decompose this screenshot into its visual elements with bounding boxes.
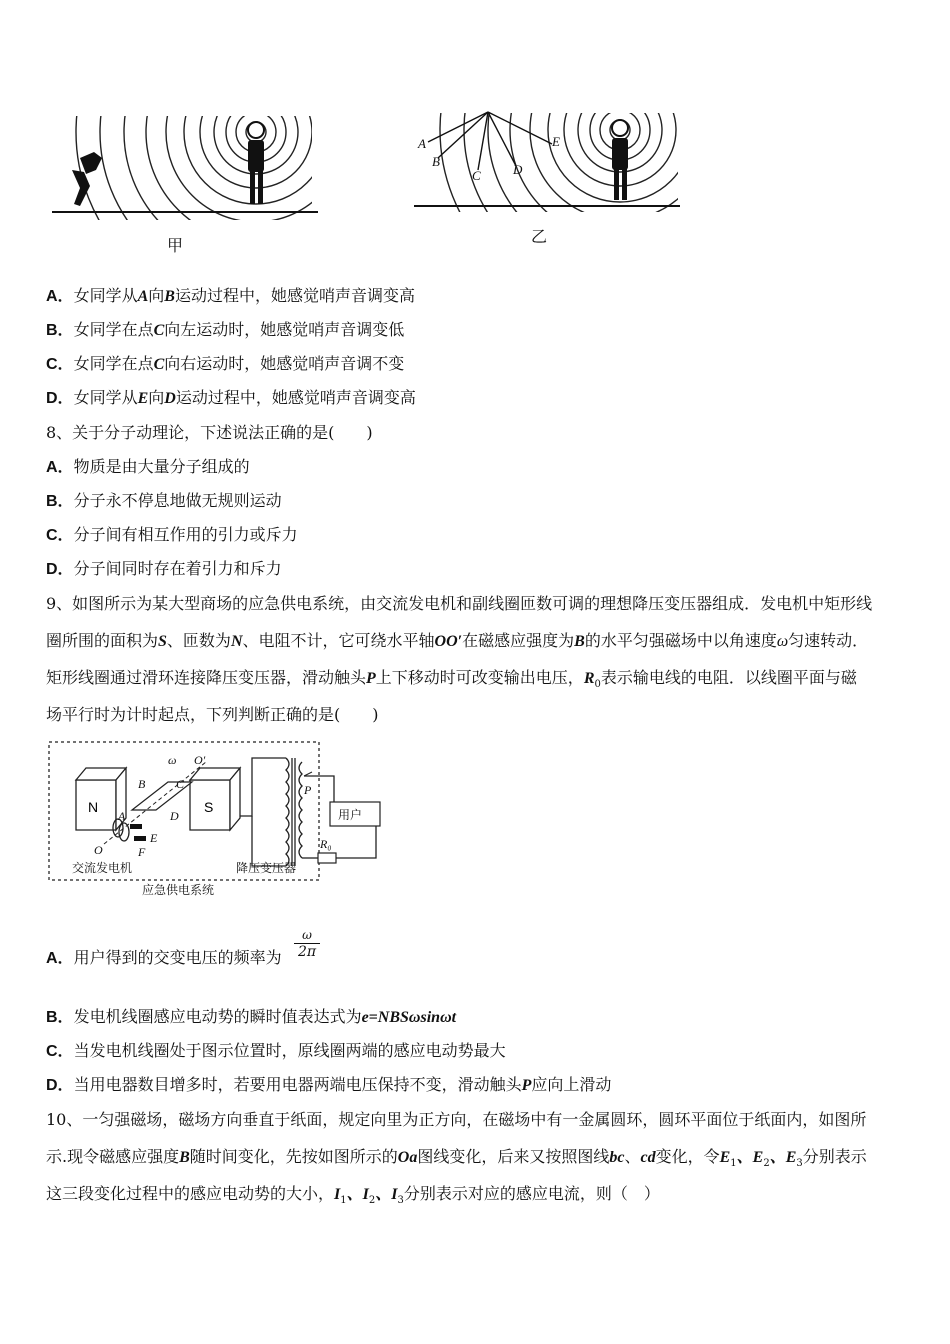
sound-wave-rings — [76, 110, 320, 220]
point-D: D — [513, 162, 523, 177]
label-A: A — [118, 809, 126, 823]
swing-lines — [428, 112, 552, 170]
q9-option-c: C．当发电机线圈处于图示位置时，原线圈两端的感应电动势最大 — [46, 1041, 506, 1060]
transformer-coils — [286, 758, 302, 866]
boy-with-whistle — [248, 122, 264, 204]
label-o-prime: O′ — [194, 753, 206, 767]
q9-stem-line1: 9、如图所示为某大型商场的应急供电系统，由交流发电机和副线圈匝数可调的理想降压变压器组成．发电机中矩形线 — [46, 594, 873, 613]
q8-stem: 8、关于分子动理论，下述说法正确的是( ) — [46, 423, 373, 442]
q9-option-a: A．用户得到的交变电压的频率为 — [46, 948, 282, 967]
sound-wave-rings — [440, 108, 684, 212]
resistor-r0 — [318, 853, 336, 863]
point-E: E — [552, 134, 560, 149]
q10-stem-line2: 示.现令磁感应强度B随时间变化，先按如图所示的Oa图线变化，后来又按照图线bc、cd变化，令$E_1$、$E_2$、$E_3$分别表示 — [46, 1147, 867, 1170]
label-N: N — [88, 799, 99, 815]
q8-option-a: A．物质是由大量分子组成的 — [46, 457, 250, 476]
fraction-omega-over-2pi: $\frac{\omega}{2\pi}$ — [294, 928, 320, 960]
label-R0: R₀ — [320, 837, 332, 851]
magnet-s — [190, 768, 240, 830]
label-transformer: 降压变压器 — [236, 861, 297, 875]
q9-option-d: D．当用电器数目增多时，若要用电器两端电压保持不变，滑动触头P应向上滑动 — [46, 1075, 612, 1094]
label-P: P — [304, 783, 312, 797]
q9-stem-line3: 矩形线圈通过滑环连接降压变压器，滑动触头P上下移动时可改变输出电压，$R_0$表示输电线的电阻．以线圈平面与磁 — [46, 668, 857, 691]
q8-option-d: D．分子间同时存在着引力和斥力 — [46, 559, 282, 578]
point-A: A — [418, 136, 426, 151]
figure-yi — [412, 108, 684, 212]
q8-option-b: B．分子永不停息地做无规则运动 — [46, 491, 282, 510]
boy-with-whistle — [612, 120, 628, 200]
q9-option-b: B．发电机线圈感应电动势的瞬时值表达式为e=NBSωsinωt — [46, 1007, 457, 1026]
q8-option-c: C．分子间有相互作用的引力或斥力 — [46, 525, 298, 544]
caption-jia: 甲 — [167, 236, 184, 255]
label-D: D — [170, 809, 179, 823]
running-girl — [72, 152, 102, 206]
label-user: 用户 — [338, 808, 363, 822]
q7-option-a: A．女同学从A向B运动过程中，她感觉哨声音调变高 — [46, 286, 415, 305]
label-S: S — [204, 799, 214, 815]
label-generator: 交流发电机 — [72, 861, 133, 875]
label-omega: ω — [168, 753, 177, 767]
q7-option-b: B．女同学在点C向左运动时，她感觉哨声音调变低 — [46, 320, 405, 339]
label-O: O — [94, 843, 103, 857]
label-system: 应急供电系统 — [142, 883, 215, 897]
caption-yi: 乙 — [531, 227, 548, 246]
label-E: E — [150, 831, 158, 845]
label-B: B — [138, 777, 146, 791]
point-B: B — [432, 154, 440, 169]
q10-stem-line3: 这三段变化过程中的感应电动势的大小，$I_1$、$I_2$、$I_3$分别表示对应的感应电流，则（ ） — [46, 1184, 660, 1207]
figure-emergency-power — [46, 740, 386, 900]
q10-stem-line1: 10、一匀强磁场，磁场方向垂直于纸面，规定向里为正方向，在磁场中有一金属圆环，圆环平面位于纸面内，如图所 — [46, 1110, 867, 1129]
q7-option-d: D．女同学从E向D运动过程中，她感觉哨声音调变高 — [46, 388, 416, 407]
point-C: C — [472, 168, 481, 183]
figure-jia — [50, 110, 320, 220]
label-C: C — [176, 777, 185, 791]
q7-option-c: C．女同学在点C向右运动时，她感觉哨声音调不变 — [46, 354, 405, 373]
label-F: F — [138, 845, 146, 859]
brushes — [130, 824, 146, 841]
q9-stem-line4: 场平行时为计时起点，下列判断正确的是( ) — [46, 705, 379, 724]
q9-stem-line2: 圈所围的面积为S、匝数为N、电阻不计，它可绕水平轴OO′在磁感应强度为B的水平匀强磁场中以角速度ω匀速转动． — [46, 631, 869, 650]
